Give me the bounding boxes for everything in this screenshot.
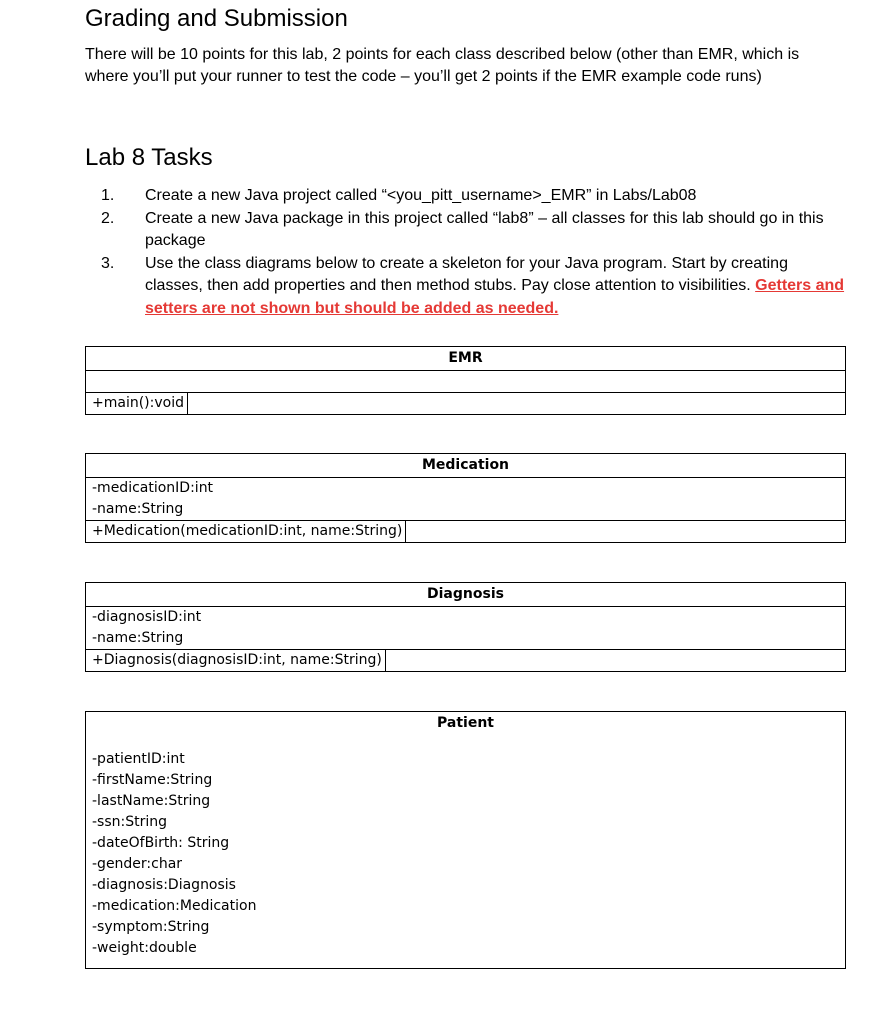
class-name: Medication [86,454,845,478]
class-diagram-medication [85,453,846,543]
class-attribute: -name:String [92,630,184,646]
class-name: Patient [437,715,494,731]
task-item [85,208,845,253]
class-attribute: -diagnosis:Diagnosis [92,877,236,893]
class-attributes [86,371,845,393]
class-attribute: -weight:double [92,940,197,956]
class-attribute: -patientID:int [92,751,185,767]
class-attribute: -diagnosisID:int [92,609,202,625]
class-methods [86,521,845,542]
class-attribute: -symptom:String [92,919,210,935]
task-number: 1. [101,187,115,204]
grading-paragraph: There will be 10 points for this lab, 2 points for each class described below (other than EMR, which is where you’ll put your runner to test the code – you’ll get 2 points if the EMR example code runs) [85,46,800,85]
class-method: +main():void [92,393,845,414]
class-methods [86,650,845,671]
task-number: 2. [101,209,115,227]
tasks-heading: Lab 8 Tasks [85,144,213,171]
class-diagram-emr [85,346,846,415]
class-attribute: -medication:Medication [92,898,257,914]
class-attributes [86,478,845,521]
grading-heading: Grading and Submission [85,5,348,32]
class-name: EMR [86,347,845,371]
task-item [85,253,845,321]
class-attributes [86,735,845,959]
class-attribute: -lastName:String [92,793,211,809]
class-diagram-patient [85,711,846,969]
class-name: Diagnosis [86,583,845,607]
class-method: +Diagnosis(diagnosisID:int, name:String) [92,650,845,671]
class-attribute: -gender:char [92,856,183,872]
task-highlight-note: Getters and setters are not shown but should be added as needed. [145,277,845,317]
class-method: +Medication(medicationID:int, name:String) [92,521,845,542]
class-attribute: -name:String [92,501,184,517]
class-attribute: -dateOfBirth: String [92,835,230,851]
class-methods [86,393,845,414]
class-attribute: -ssn:String [92,814,168,830]
task-text: Create a new Java project called “<you_pitt_username>_EMR” in Labs/Lab08 [145,187,697,204]
class-diagram-diagnosis [85,582,846,672]
class-attribute: -firstName:String [92,772,213,788]
task-item [85,185,845,208]
task-text: Create a new Java package in this project called “lab8” – all classes for this lab should go in this package [145,209,824,249]
class-attribute: -medicationID:int [92,480,214,496]
task-text: Use the class diagrams below to create a skeleton for your Java program. Start by creating classes, then add properties and then method stubs. Pay close attention to visibilities. [145,254,788,294]
task-list [85,185,845,320]
task-number: 3. [101,254,115,272]
class-attributes [86,607,845,650]
